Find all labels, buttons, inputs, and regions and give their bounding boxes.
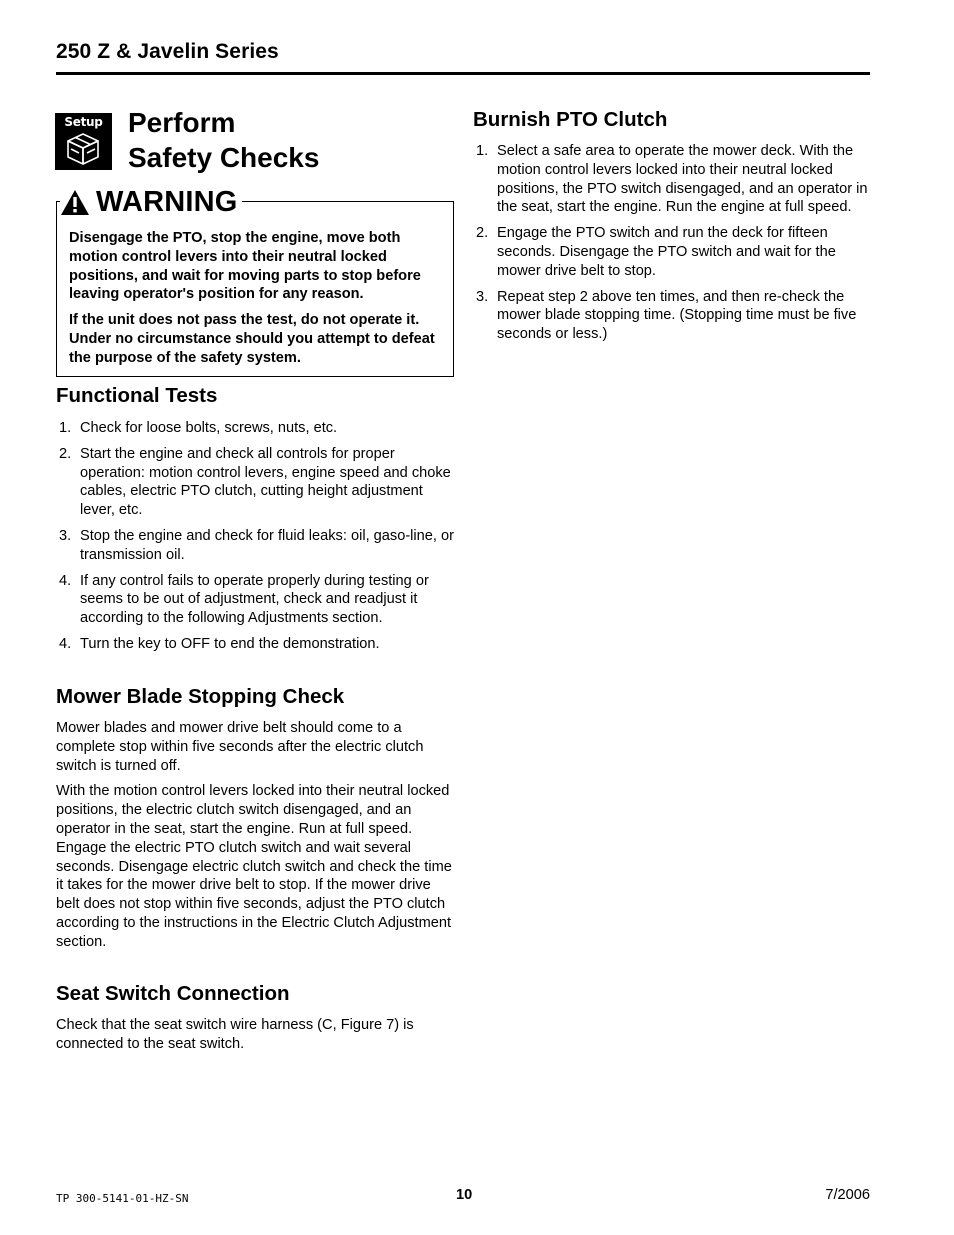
- list-item: [56, 572, 456, 628]
- warning-paragraph: If the unit does not pass the test, do not operate it. Under no circumstance should you attempt to defeat the purpose of the safety system.: [69, 312, 435, 366]
- warning-label: WARNING: [96, 185, 238, 218]
- list-item-number: 4.: [59, 572, 72, 589]
- footer-date: 7/2006: [825, 1187, 870, 1203]
- list-item-number: 1.: [476, 143, 489, 159]
- list-item: [473, 224, 871, 280]
- warning-paragraph: Disengage the PTO, stop the engine, move both motion control levers into their neutral locked positions, and wait for moving parts to stop before leaving operator's position for any reason.: [69, 230, 421, 303]
- burnish-heading: Burnish PTO Clutch: [473, 108, 668, 131]
- seat-switch-body: [56, 1016, 456, 1054]
- list-item-text: Select a safe area to operate the mower deck. With the motion control levers locked into their neutral locked positions, the PTO switch disengaged, and an operator in the seat, start the engine. Run the engine at full speed.: [497, 143, 868, 216]
- list-item-text: Check for loose bolts, screws, nuts, etc.: [80, 420, 338, 436]
- box-icon: [64, 131, 102, 167]
- page-title-line-1: Perform: [128, 107, 236, 138]
- blade-check-body: [56, 719, 456, 952]
- footer-doc-number: TP 300-5141-01-HZ-SN: [56, 1192, 189, 1205]
- list-item-text: Start the engine and check all controls for proper operation: motion control levers, engine speed and choke cables, electric PTO clutch, cutting height adjustment lever, etc.: [80, 445, 451, 519]
- list-item-text: If any control fails to operate properly during testing or seems to be out of adjustment, check and readjust it according to the following Adjustments section.: [80, 572, 429, 627]
- blade-check-heading: Mower Blade Stopping Check: [56, 685, 345, 708]
- body-paragraph: Mower blades and mower drive belt should come to a complete stop within five seconds after the electric clutch switch is turned off.: [56, 720, 424, 774]
- functional-tests-list: [56, 419, 456, 654]
- list-item: [473, 142, 871, 217]
- list-item-number: 2.: [59, 445, 72, 462]
- list-item-text: Stop the engine and check for fluid leaks: oil, gaso-line, or transmission oil.: [80, 527, 454, 563]
- header-rule: [56, 72, 870, 75]
- list-item-number: 1.: [59, 420, 72, 436]
- list-item: [56, 445, 456, 520]
- page-title-line-2: Safety Checks: [128, 142, 320, 173]
- burnish-list: [473, 142, 871, 344]
- warning-triangle-icon: [60, 189, 90, 216]
- list-item: [56, 419, 456, 438]
- list-item-number: 3.: [476, 288, 489, 305]
- header-title: 250 Z & Javelin Series: [56, 40, 279, 63]
- page-title: [128, 105, 319, 175]
- list-item-text: Repeat step 2 above ten times, and then re-check the mower blade stopping time. (Stopping time must be five seconds or less.): [497, 288, 857, 343]
- warning-header: [60, 184, 242, 220]
- list-item-number: 4.: [59, 635, 72, 652]
- body-paragraph: Check that the seat switch wire harness (C, Figure 7) is connected to the seat switch.: [56, 1017, 414, 1052]
- list-item: [56, 635, 456, 654]
- setup-badge-label: Setup: [64, 115, 103, 129]
- list-item-number: 2.: [476, 225, 489, 242]
- seat-switch-heading: Seat Switch Connection: [56, 982, 290, 1005]
- list-item-number: 3.: [59, 527, 72, 544]
- body-paragraph: With the motion control levers locked into their neutral locked positions, the electric clutch switch disengaged, and an operator in the seat, start the engine. Run at full speed. Engage the electric PTO clutch switch and wait several seconds. Disengage electric clutch switch and check the time it takes for the mower drive belt to stop. If the mower drive belt does not stop within five seconds, adjust the PTO clutch according to the instructions in the Electric Clutch Adjustment section.: [56, 783, 452, 950]
- footer-page-number: 10: [456, 1187, 473, 1203]
- list-item: [56, 527, 456, 565]
- list-item-text: Engage the PTO switch and run the deck for fifteen seconds. Disengage the PTO switch and wait for the mower drive belt to stop.: [497, 225, 836, 279]
- setup-badge: [55, 113, 112, 170]
- functional-tests-heading: Functional Tests: [56, 384, 218, 407]
- list-item: [473, 288, 871, 344]
- list-item-text: Turn the key to OFF to end the demonstration.: [80, 635, 380, 652]
- warning-text: [69, 229, 447, 368]
